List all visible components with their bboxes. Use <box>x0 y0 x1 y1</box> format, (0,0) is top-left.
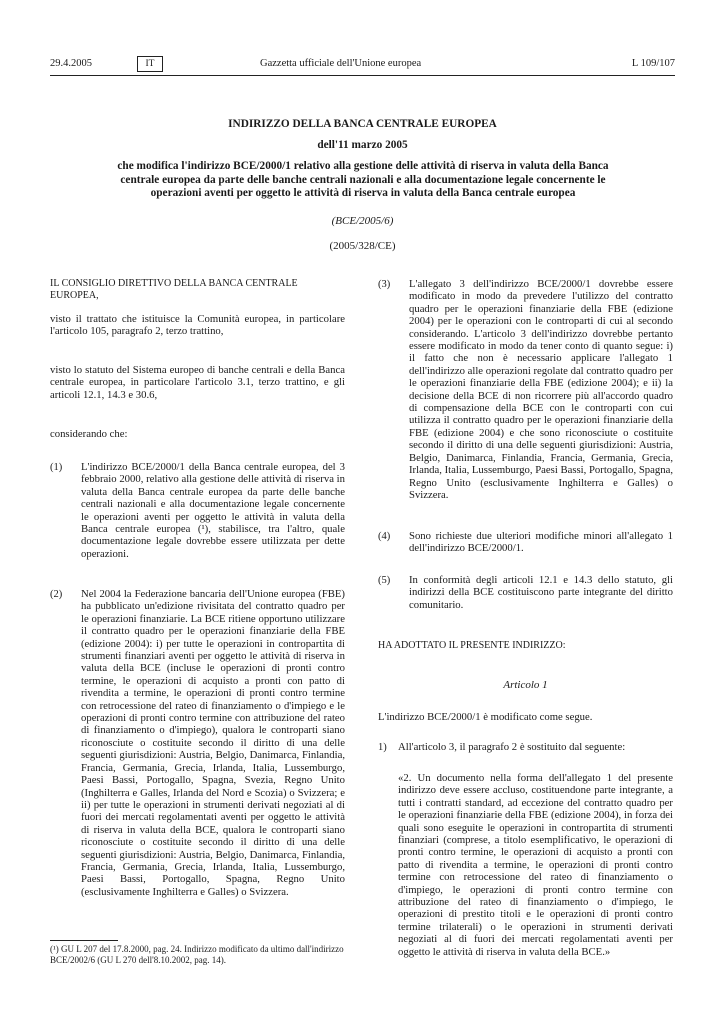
amendment-intro: L'indirizzo BCE/2000/1 è modificato come segue. <box>378 711 593 723</box>
considerando-heading: considerando che: <box>50 428 128 440</box>
document-title: INDIRIZZO DELLA BANCA CENTRALE EUROPEA <box>228 118 497 130</box>
adoption-statement: HA ADOTTATO IL PRESENTE INDIRIZZO: <box>378 640 566 651</box>
document-subtitle: che modifica l'indirizzo BCE/2000/1 relativo alla gestione delle attività di riserva in valuta della Banca centrale europea da parte delle banche centrali nazionali e alla documentazione legale concernente le operazioni aventi per oggetto le attività di riserva in valuta della Banca centrale europea <box>117 160 609 200</box>
recital-number: (3) <box>378 279 391 290</box>
recital-text: L'allegato 3 dell'indirizzo BCE/2000/1 dovrebbe essere modificato in modo da prevedere l'utilizzo del contratto quadro per le operazioni finanziarie della FBE (edizione 2004) per le operazioni con le controparti di cui al secondo considerando. L'articolo 3 dell'indirizzo dovrebbe pertanto essere modificato in modo da tener conto di quanto segue: i) il fatto che non è necessario applicare l'allegato 1 dell'indirizzo alle operazioni regolate dal contratto quadro per le operazioni finanziarie della FBE (edizione 2004); e ii) la decisione della BCE di non ricorrere più all'accordo quadro di compensazione della BCE con le controparti con cui utilizza il contratto quadro per le operazioni finanziarie della FBE (edizione 2004) e che sono riconosciute o costituite secondo il diritto di una delle seguenti giurisdizioni: Austria, Belgio, Danimarca, Finlandia, Francia, Germania, Grecia, Irlanda, Italia, Lussemburgo, Paesi Bassi, Portogallo, Spagna, Regno Unito (esclusivamente Inghilterra e Galles) o Svizzera. <box>409 278 673 501</box>
recital-text: L'indirizzo BCE/2000/1 della Banca centrale europea, del 3 febbraio 2000, relativo alla gestione delle attività di riserva in valuta della Banca centrale europea da parte delle banche centrali nazionali e alla documentazione legale concernente le operazioni aventi per oggetto le attività in valuta della Banca centrale europea (¹), stabilisce, tra l'altro, quale documentazione legale dovrebbe essere utilizzata per dette operazioni. <box>81 461 345 560</box>
header-rule <box>50 75 675 76</box>
recital-visto-treaty: visto il trattato che istituisce la Comunità europea, in particolare l'articolo 105, paragrafo 2, terzo trattino, <box>50 313 345 338</box>
recital-number: (1) <box>50 462 63 473</box>
language-badge: IT <box>137 56 163 72</box>
recital-text: Sono richieste due ulteriori modifiche minori all'allegato 1 dell'indirizzo BCE/2000/1. <box>409 530 673 555</box>
journal-title: Gazzetta ufficiale dell'Unione europea <box>260 58 422 69</box>
article-heading: Articolo 1 <box>503 679 548 691</box>
footnote: (¹) GU L 207 del 17.8.2000, pag. 24. Indirizzo modificato da ultimo dall'indirizzo BCE/2002/6 (GU L 270 dell'8.10.2002, pag. 14). <box>50 944 344 965</box>
point-number: 1) <box>378 742 387 753</box>
recital-number: (4) <box>378 531 391 542</box>
page-reference: L 109/107 <box>631 58 675 69</box>
footnote-rule <box>50 940 118 941</box>
reference-ce: (2005/328/CE) <box>329 240 396 252</box>
recital-visto-statute: visto lo statuto del Sistema europeo di banche centrali e della Banca centrale europea, in particolare l'articolo 3.1, terzo trattino, e gli articoli 12.1, 14.3 e 30.6, <box>50 364 345 401</box>
reference-bce: (BCE/2005/6) <box>331 215 394 227</box>
recital-text: In conformità degli articoli 12.1 e 14.3 dello statuto, gli indirizzi della BCE costituiscono parte integrante del diritto comunitario. <box>409 574 673 611</box>
council-heading: IL CONSIGLIO DIRETTIVO DELLA BANCA CENTRALE EUROPEA, <box>50 278 298 302</box>
header-date: 29.4.2005 <box>50 58 92 69</box>
recital-text: Nel 2004 la Federazione bancaria dell'Unione europea (FBE) ha pubblicato un'edizione rivisitata del contratto quadro per le operazioni finanziarie. La BCE ritiene opportuno utilizzare il contratto quadro per le operazioni finanziarie della FBE (edizione 2004): i) per tutte le operazioni in contropartita di strumenti finanziari aventi per oggetto le attività di riserva in valuta della BCE (incluse le operazioni di pronti contro termine, le operazioni di acquisto a pronti con patto di rivendita a termine, le operazioni di pronti contro termine con retrocessione del rateo di finanziamento o d'impiego e le operazioni di pronti contro termine con attribuzione del rateo di finanziamento o d'impiego), qualora le controparti siano riconosciute o costituite secondo il diritto di una delle seguenti giurisdizioni: Austria, Belgio, Danimarca, Finlandia, Francia, Germania, Grecia, Irlanda, Italia, Lussemburgo, Paesi Bassi, Portogallo, Spagna, Svezia, Regno Unito (Inghilterra e Galles, Irlanda del Nord e Scozia) o Svizzera; e ii) per tutte le operazioni in strumenti derivati negoziati al di fuori dei mercati regolamentati aventi per oggetto le attività di riserva in valuta della BCE, qualora le controparti siano riconosciute o costituite secondo il diritto di una delle seguenti giurisdizioni: Austria, Belgio, Danimarca, Finlandia, Francia, Germania, Grecia, Irlanda, Italia, Lussemburgo, Paesi Bassi, Portogallo, Spagna, Regno Unito (esclusivamente Inghilterra e Galles) o Svizzera. <box>81 588 345 898</box>
recital-number: (5) <box>378 575 391 586</box>
recital-number: (2) <box>50 589 63 600</box>
document-date: dell'11 marzo 2005 <box>317 139 408 151</box>
quoted-paragraph: «2. Un documento nella forma dell'allegato 1 del presente indirizzo deve essere accluso, costituendone parte integrante, a tutti i contratti standard, ad eccezione del contratto quadro per le operazioni finanziarie della FBE (edizione 2004), in forza dei quali sono eseguite le operazioni in contropartita di strumenti finanziari (comprese, a titolo esemplificativo, le operazioni di pronti contro termine, le operazioni di acquisto a pronti con patto di rivendita a termine, le operazioni di pronti contro termine con retrocessione del rateo di finanziamento o d'impiego, le operazioni di pronti contro termine con attribuzione del rateo di finanziamento o d'impiego, le operazioni di prestito titoli e le operazioni di pronti contro termine trilaterali) o le operazioni in strumenti derivati negoziati al di fuori dei mercati regolamentati aventi per oggetto le attività di riserva in valuta della BCE.» <box>398 772 673 958</box>
point-text: All'articolo 3, il paragrafo 2 è sostituito dal seguente: <box>398 741 626 753</box>
